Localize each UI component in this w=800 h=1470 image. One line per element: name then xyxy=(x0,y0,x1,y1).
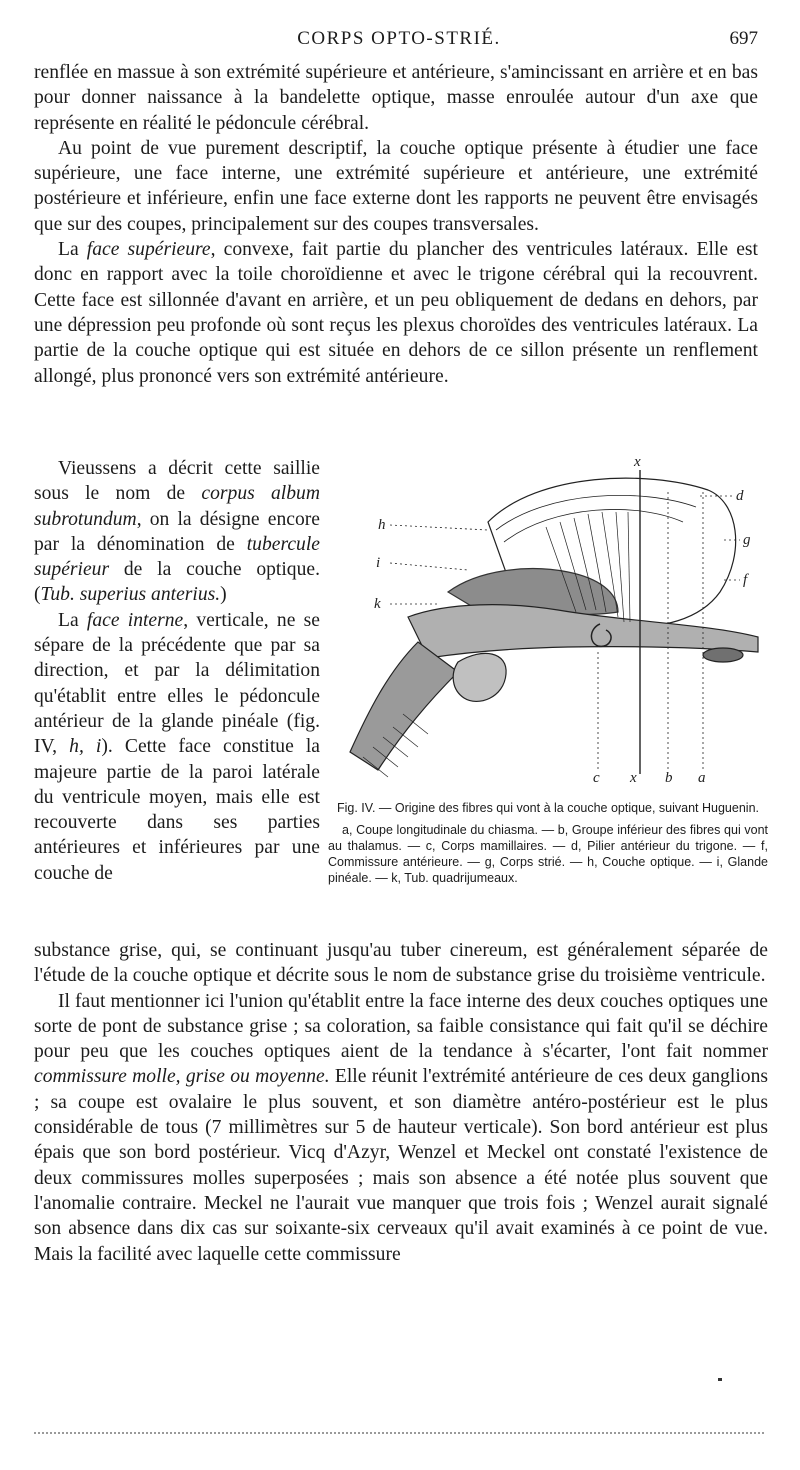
paragraph-text: ) xyxy=(220,584,227,606)
paragraph xyxy=(34,608,320,886)
paragraph-text: Vieussens a décrit cette saillie sous le nom de xyxy=(34,458,320,505)
paragraph-text: , verticale, ne se sépare de la précédente que par sa direction, et par la délimitation qu'établit entre elles le pédoncule antérieur de la glande pinéale (fig. IV, xyxy=(34,609,320,758)
paragraph xyxy=(34,136,758,237)
caption-legend: a, Coupe longitudinale du chiasma. — b, Groupe inférieur des fibres qui vont au thalamus. — c, Corps mamillaires. — d, Pilier antérieur du trigone. — f, Commissure antérieure. — g, Corps strié. — h, Couche optique. — i, Glande pinéale. — k, Tub. quadrijumeaux. xyxy=(328,823,768,885)
paragraph-text: de la couche optique. ( xyxy=(34,559,320,606)
paragraph xyxy=(34,938,768,989)
text-block-left xyxy=(34,456,320,886)
figure-label-a: a xyxy=(698,770,706,786)
page-number: 697 xyxy=(729,28,758,49)
figure-label-x-bottom: x xyxy=(630,770,637,786)
text-block-bottom xyxy=(34,938,768,1267)
figure-caption xyxy=(328,800,768,886)
paragraph xyxy=(34,989,768,1267)
italic-term: face supérieure xyxy=(86,239,211,261)
bottom-dotted-rule xyxy=(34,1432,764,1434)
figure-label-b: b xyxy=(665,770,673,786)
italic-term: commissure molle, grise ou moyenne. xyxy=(34,1066,330,1088)
page-header xyxy=(40,28,758,54)
paragraph-text: ). Cette face constitue la majeure partie de la paroi latérale du ventricule moyen, mais elle est recouverte dans ses parties antérieures et inférieures par une couche de xyxy=(34,736,320,884)
figure-label-h: h xyxy=(378,517,386,533)
figure-label-f: f xyxy=(743,572,748,588)
figure-label-i: i xyxy=(376,555,381,571)
paragraph-text: Elle réunit l'extrémité antérieure de ces deux ganglions ; sa coupe est ovalaire le plus souvent, et son diamètre antéro-postérieur est le plus considérable de tous (7 millimètres sur 5 de hauteur verticale). Son bord antérieur est plus épais que son bord postérieur. Vicq d'Azyr, Wenzel et Meckel ont constaté l'existence de deux commissures molles superposées ; mais son absence a été notée plus souvent que l'anomalie contraire. Meckel ne l'aurait vue manquer que trois fois ; Wenzel aurait signalé son absence dans dix cas sur soixante-six cerveaux qu'il avait examinés à ce point de vue. Mais la facilité avec laquelle cette commissure xyxy=(34,1066,768,1265)
paragraph xyxy=(34,60,758,136)
caption-title: Fig. IV. — Origine des fibres qui vont à la couche optique, suivant Huguenin. xyxy=(336,801,759,815)
brain-outline-drawing xyxy=(350,470,758,777)
anatomical-figure xyxy=(328,452,768,792)
paragraph-text: , convexe, fait partie du plancher des ventricules latéraux. Elle est donc en rapport avec la toile choroïdienne et avec le trigone cérébral qui la recouvrent. Cette face est sillonnée d'avant en arrière, et un peu obliquement de dedans en dehors, par une dépression peu profonde où sont reçus les plexus choroïdes des ventricules latéraux. La partie de la couche optique qui est située en dehors de ce sillon présente un renflement allongé, plus prononcé vers son extrémité antérieure. xyxy=(34,239,758,387)
paragraph-text: La xyxy=(58,239,87,261)
paragraph-text: , on la désigne encore par la dénomination de xyxy=(34,508,320,555)
text-block-top xyxy=(34,60,758,389)
paragraph xyxy=(34,237,758,389)
paragraph-text: La xyxy=(58,609,87,631)
print-speck xyxy=(718,1378,722,1381)
running-title: CORPS OPTO-STRIÉ. xyxy=(297,28,501,49)
italic-term: h, i xyxy=(69,736,102,758)
paragraph-text: renflée en massue à son extrémité supérieure et antérieure, s'amincissant en arrière et en bas pour donner naissance à la bandelette optique, masse enroulée autour d'un axe que représente en réalité le pédoncule cérébral. xyxy=(34,62,758,134)
figure-label-x-top: x xyxy=(634,454,641,470)
italic-term: face interne xyxy=(86,609,184,631)
paragraph-text: Au point de vue purement descriptif, la couche optique présente à étudier une face supérieure, une face interne, une extrémité supérieure et antérieure, une extrémité postérieure et inférieure, enfin une face externe dont les rapports ne peuvent être envisagés que sur des coupes, principalement sur des coupes transversales. xyxy=(34,137,758,235)
paragraph xyxy=(34,456,320,608)
figure-label-k: k xyxy=(374,596,381,612)
brain-section-illustration xyxy=(328,452,768,792)
figure-label-c: c xyxy=(593,770,600,786)
paragraph-text: Il faut mentionner ici l'union qu'établit entre la face interne des deux couches optiques une sorte de pont de substance grise ; sa coloration, sa faible consistance qui fait qu'il se déchire pour peu que les couches optiques aient de la tendance à s'écarter, l'ont fait nommer xyxy=(34,990,768,1063)
figure-label-d: d xyxy=(736,488,744,504)
figure-label-g: g xyxy=(743,532,751,548)
italic-term: corpus album subrotundum xyxy=(34,483,320,530)
italic-term: tubercule supérieur xyxy=(34,533,320,581)
italic-term: Tub. superius anterius. xyxy=(40,584,221,606)
paragraph-text: substance grise, qui, se continuant jusqu'au tuber cinereum, est généralement séparée de l'étude de la couche optique et décrite sous le nom de substance grise du troisième ventricule. xyxy=(34,940,768,987)
